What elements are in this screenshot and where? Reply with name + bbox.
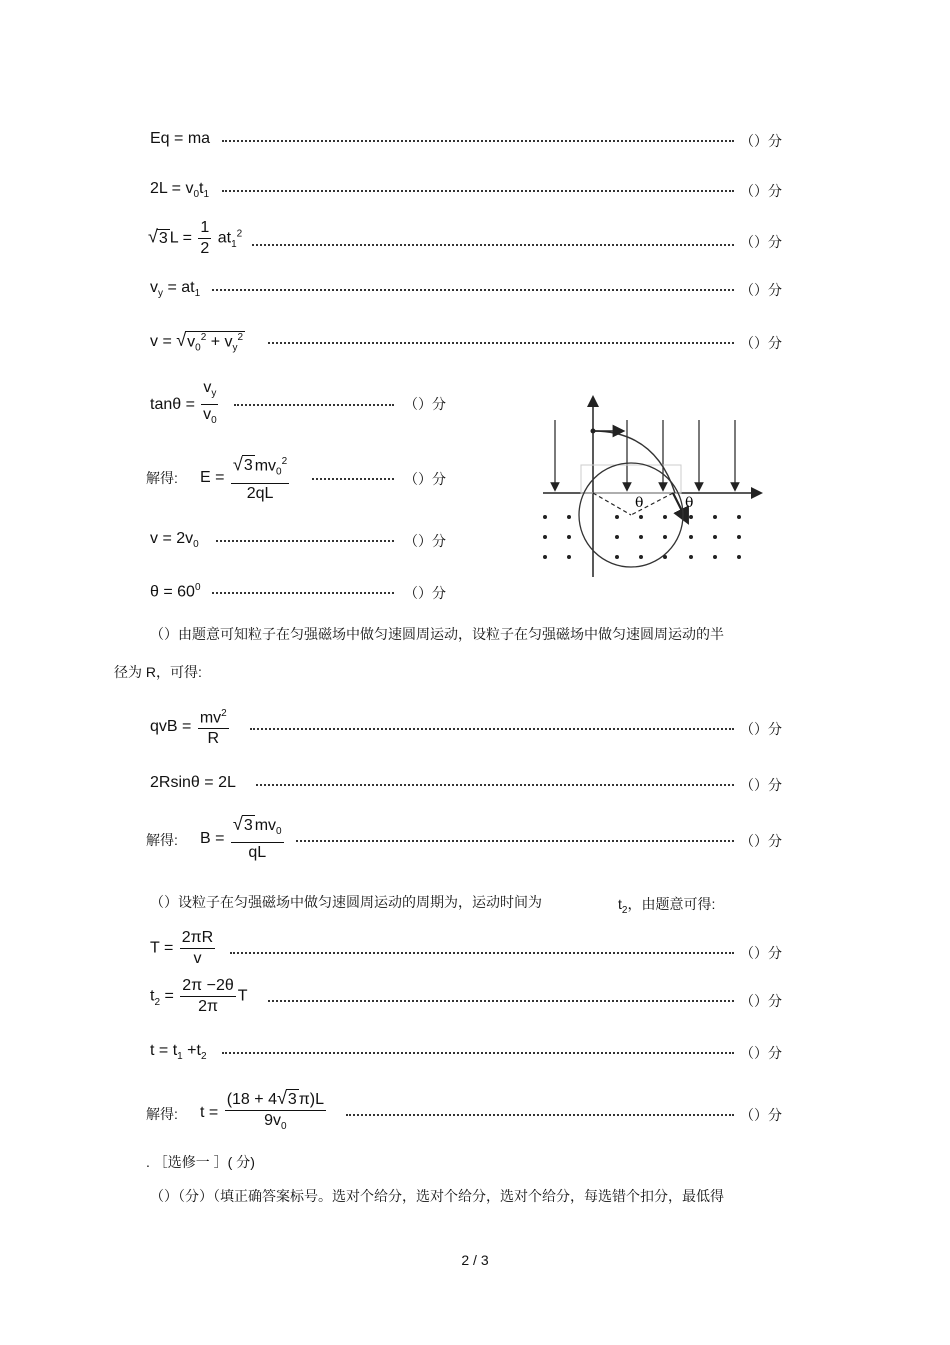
angle-label: θ bbox=[685, 495, 694, 511]
equation: $t = t_1 +t_2$ bbox=[150, 1042, 207, 1063]
equation-row-16 bbox=[0, 1088, 950, 1140]
score-marker: （）分 bbox=[740, 1045, 782, 1061]
equation: √3 L = $\frac{1}{2}$ $at_1^2$ bbox=[148, 219, 243, 257]
fraction: $\frac{√3 mv_0^2}{2qL}$ bbox=[231, 452, 289, 504]
fraction: $\frac{(18 + 4√3 \pi)L}{9v_0}$ bbox=[226, 1088, 325, 1133]
equation: $v = √v_0^2 + v_y^2$ bbox=[150, 330, 244, 354]
radical-sign: √ bbox=[148, 226, 158, 247]
score-marker: （）分 bbox=[404, 471, 446, 487]
fraction: $\frac{√3 mv_0}{qL}$ bbox=[232, 814, 282, 862]
equation-row-1 bbox=[0, 128, 950, 168]
score-marker: （）分 bbox=[404, 585, 446, 601]
equation-row-8 bbox=[0, 528, 460, 568]
score-marker: （）分 bbox=[404, 396, 446, 412]
fraction: $\frac{v_y}{v_0}$ bbox=[203, 379, 217, 427]
leader-dots bbox=[346, 1102, 734, 1116]
equation-row-10 bbox=[0, 704, 950, 754]
paragraph-continuation: $t_2$，由题意可得: bbox=[618, 896, 716, 916]
equation: t = $\frac{(18 + 4√3 \pi)L}{9v_0}$ bbox=[200, 1088, 328, 1137]
equation: Eq = ma bbox=[150, 130, 211, 147]
equation: $t_2$ = $\frac{2\pi -2\theta}{2\pi}$ T bbox=[150, 977, 248, 1015]
equation: tanθ = $\frac{v_y}{v_0}$ bbox=[150, 378, 220, 431]
angle-label: θ bbox=[635, 495, 644, 511]
score-marker: （）分 bbox=[740, 282, 782, 298]
page-number: 2 / 3 bbox=[461, 1252, 489, 1268]
solve-label: 解得: bbox=[146, 470, 178, 486]
leader-dots bbox=[268, 330, 734, 344]
score-marker: （）分 bbox=[404, 533, 446, 549]
leader-dots bbox=[212, 580, 394, 594]
leader-dots bbox=[222, 1040, 734, 1054]
score-marker: （）分 bbox=[740, 721, 782, 737]
score-marker: （）分 bbox=[740, 945, 782, 961]
equation-row-11 bbox=[0, 772, 950, 812]
leader-dots bbox=[234, 392, 394, 406]
equation-row-9 bbox=[0, 580, 460, 620]
paragraph: （）由题意可知粒子在匀强磁场中做匀速圆周运动，设粒子在匀强磁场中做匀速圆周运动的半 bbox=[150, 626, 724, 642]
equation-row-6 bbox=[0, 378, 460, 428]
leader-dots bbox=[250, 716, 734, 730]
leader-dots bbox=[268, 988, 734, 1002]
radical-sign: √ bbox=[232, 454, 243, 475]
fraction: $\frac{mv^2}{R}$ bbox=[198, 704, 229, 749]
paragraph: （）（分）（填正确答案标号。选对个给分，选对个给分，选对个给分，每选错个扣分，最低得 bbox=[150, 1188, 724, 1204]
score-marker: （）分 bbox=[740, 234, 782, 250]
electric-field-arrows bbox=[555, 420, 735, 487]
paragraph: （）设粒子在匀强磁场中做匀速圆周运动的周期为，运动时间为 bbox=[150, 894, 542, 910]
leader-dots bbox=[212, 277, 734, 291]
equation-row-4 bbox=[0, 277, 950, 317]
equation: $2L = v_0t_1$ bbox=[150, 180, 210, 201]
field-diagram bbox=[535, 395, 770, 585]
score-marker: （）分 bbox=[740, 133, 782, 149]
score-marker: （）分 bbox=[740, 183, 782, 199]
equation: $v_y = at_1$ bbox=[150, 279, 201, 300]
score-marker: （）分 bbox=[740, 335, 782, 351]
leader-dots bbox=[230, 940, 734, 954]
solve-label: 解得: bbox=[146, 832, 178, 848]
radical-sign: √ bbox=[276, 1088, 287, 1108]
equation-row-2 bbox=[0, 178, 950, 218]
score-marker: （）分 bbox=[740, 1107, 782, 1123]
radical-sign: √ bbox=[232, 814, 243, 834]
fraction: $\frac{1}{2}$ bbox=[200, 219, 210, 257]
leader-dots bbox=[216, 528, 394, 542]
radical-sign: √ bbox=[176, 330, 187, 350]
equation: T = $\frac{2\pi R}{v}$ bbox=[150, 929, 214, 967]
magnetic-field-dots bbox=[543, 515, 741, 559]
equation-row-14 bbox=[0, 976, 950, 1026]
equation: $v = 2v_0$ bbox=[150, 530, 199, 551]
leader-dots bbox=[222, 128, 734, 142]
equation-row-12 bbox=[0, 814, 950, 866]
equation-row-15 bbox=[0, 1040, 950, 1080]
equation-row-7 bbox=[0, 452, 460, 504]
paragraph: 径为 R，可得: bbox=[114, 664, 202, 680]
solve-label: 解得: bbox=[146, 1106, 178, 1122]
equation: qvB = $\frac{mv^2}{R}$ bbox=[150, 704, 231, 749]
equation: 2Rsinθ = 2L bbox=[150, 774, 236, 791]
leader-dots bbox=[312, 466, 394, 480]
equation: E = $\frac{√3 mv_0^2}{2qL}$ bbox=[200, 452, 291, 504]
fraction: $\frac{2\pi R}{v}$ bbox=[181, 929, 214, 967]
leader-dots bbox=[256, 772, 734, 786]
equation: $\theta = 60^0$ bbox=[150, 582, 201, 601]
equation-row-13 bbox=[0, 928, 950, 978]
score-marker: （）分 bbox=[740, 833, 782, 849]
equation-row-5 bbox=[0, 324, 950, 364]
fraction: $\frac{2\pi -2\theta}{2\pi}$ bbox=[182, 977, 234, 1015]
equation-row-3 bbox=[0, 218, 950, 264]
score-marker: （）分 bbox=[740, 993, 782, 1009]
leader-dots bbox=[296, 828, 734, 842]
score-marker: （）分 bbox=[740, 777, 782, 793]
equation: B = $\frac{√3 mv_0}{qL}$ bbox=[200, 814, 282, 862]
leader-dots bbox=[222, 178, 734, 192]
leader-dots bbox=[252, 232, 734, 246]
section-heading: . ［选修一 ］( 分) bbox=[146, 1154, 255, 1170]
